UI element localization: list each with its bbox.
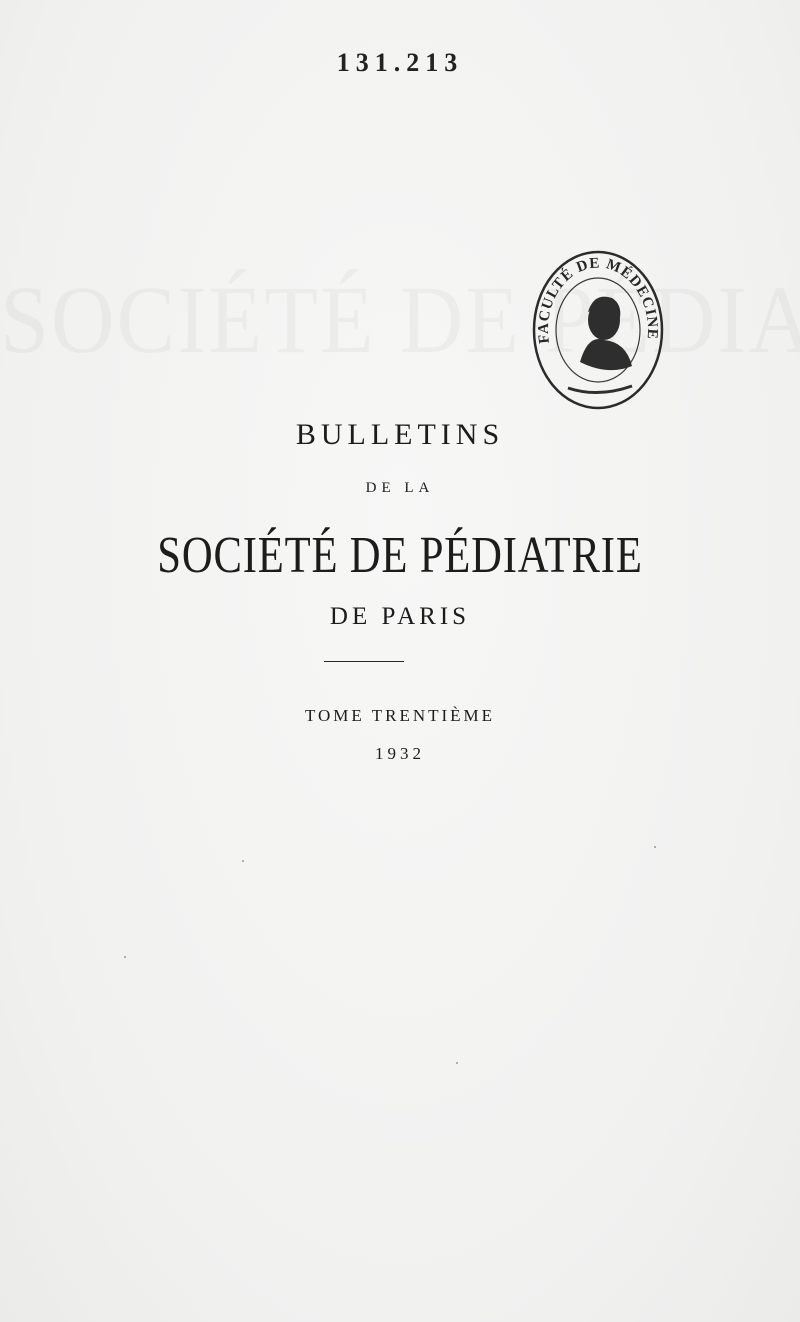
title-de-paris: DE PARIS xyxy=(329,603,471,630)
paper-speck xyxy=(124,956,126,958)
seal-text: FACULTÉ DE MÉDECINE xyxy=(535,255,661,345)
title-bulletins: BULLETINS xyxy=(295,418,505,451)
library-seal-icon xyxy=(528,242,668,412)
shelfmark-number: 131.213 xyxy=(336,48,464,77)
paper-speck xyxy=(456,1062,458,1064)
divider-rule xyxy=(324,661,404,662)
show-through-text xyxy=(0,265,800,376)
publication-year: 1932 xyxy=(375,744,425,763)
title-societe: SOCIÉTÉ DE PÉDIATRIE xyxy=(157,527,643,584)
paper-speck xyxy=(654,846,656,848)
volume-label: TOME TRENTIÈME xyxy=(304,706,496,725)
paper-speck xyxy=(242,860,244,862)
title-de-la: DE LA xyxy=(365,480,435,496)
